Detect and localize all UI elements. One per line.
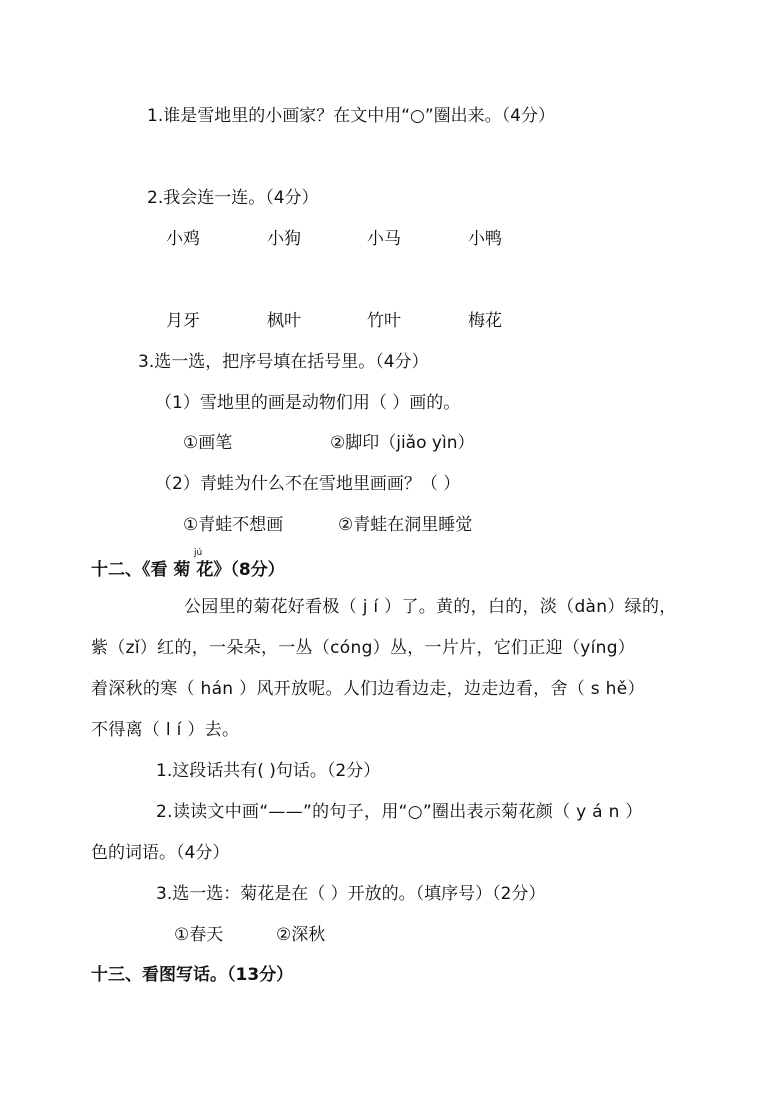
footprint-word: 月牙 bbox=[166, 311, 200, 331]
section-heading: 十三、看图写话。（13分） bbox=[91, 965, 294, 985]
option: ①画笔 bbox=[183, 433, 233, 453]
pinyin-annotation: jú bbox=[194, 548, 203, 558]
question-2: 2.读读文中画“——”的句子，用“○”圈出表示菊花颜（ y á n ） bbox=[156, 802, 643, 822]
passage-line: 着深秋的寒（ hán ）风开放呢。人们边看边走，边走边看，舍（ s hě） bbox=[91, 679, 645, 699]
question-1: 1.谁是雪地里的小画家？在文中用“○”圈出来。（4分） bbox=[147, 106, 555, 126]
animal-word: 小狗 bbox=[267, 229, 301, 249]
question-2-continued: 色的词语。（4分） bbox=[91, 843, 230, 863]
animal-word: 小鸭 bbox=[468, 229, 502, 249]
animal-word: 小马 bbox=[367, 229, 401, 249]
footprint-word: 枫叶 bbox=[267, 311, 301, 331]
passage-line: 不得离（ l í ）去。 bbox=[91, 720, 240, 740]
animal-word: 小鸡 bbox=[166, 229, 200, 249]
question-3-2: （2）青蛙为什么不在雪地里画画？（ ） bbox=[155, 474, 461, 494]
option: ②青蛙在洞里睡觉 bbox=[338, 515, 473, 535]
option: ①春天 bbox=[174, 925, 224, 945]
option: ②脚印（jiǎo yìn） bbox=[330, 433, 475, 453]
question-2: 2.我会连一连。（4分） bbox=[147, 188, 319, 208]
option: ①青蛙不想画 bbox=[183, 515, 284, 535]
footprint-word: 梅花 bbox=[468, 311, 502, 331]
footprint-word: 竹叶 bbox=[367, 311, 401, 331]
question-3: 3.选一选，把序号填在括号里。（4分） bbox=[138, 352, 429, 372]
question-3-1: （1）雪地里的画是动物们用（ ）画的。 bbox=[155, 393, 461, 413]
passage-line: 紫（zǐ）红的，一朵朵，一丛（cóng）丛，一片片，它们正迎（yíng） bbox=[91, 638, 636, 658]
option: ②深秋 bbox=[276, 925, 326, 945]
question-3: 3.选一选：菊花是在（ ）开放的。（填序号）（2分） bbox=[156, 884, 546, 904]
passage-line: 公园里的菊花好看极（ j í ）了。黄的，白的，淡（dàn）绿的， bbox=[184, 597, 677, 617]
question-1: 1.这段话共有( )句话。（2分） bbox=[156, 761, 381, 781]
section-heading: 十二、《看 菊 花》（8分） bbox=[91, 560, 285, 580]
